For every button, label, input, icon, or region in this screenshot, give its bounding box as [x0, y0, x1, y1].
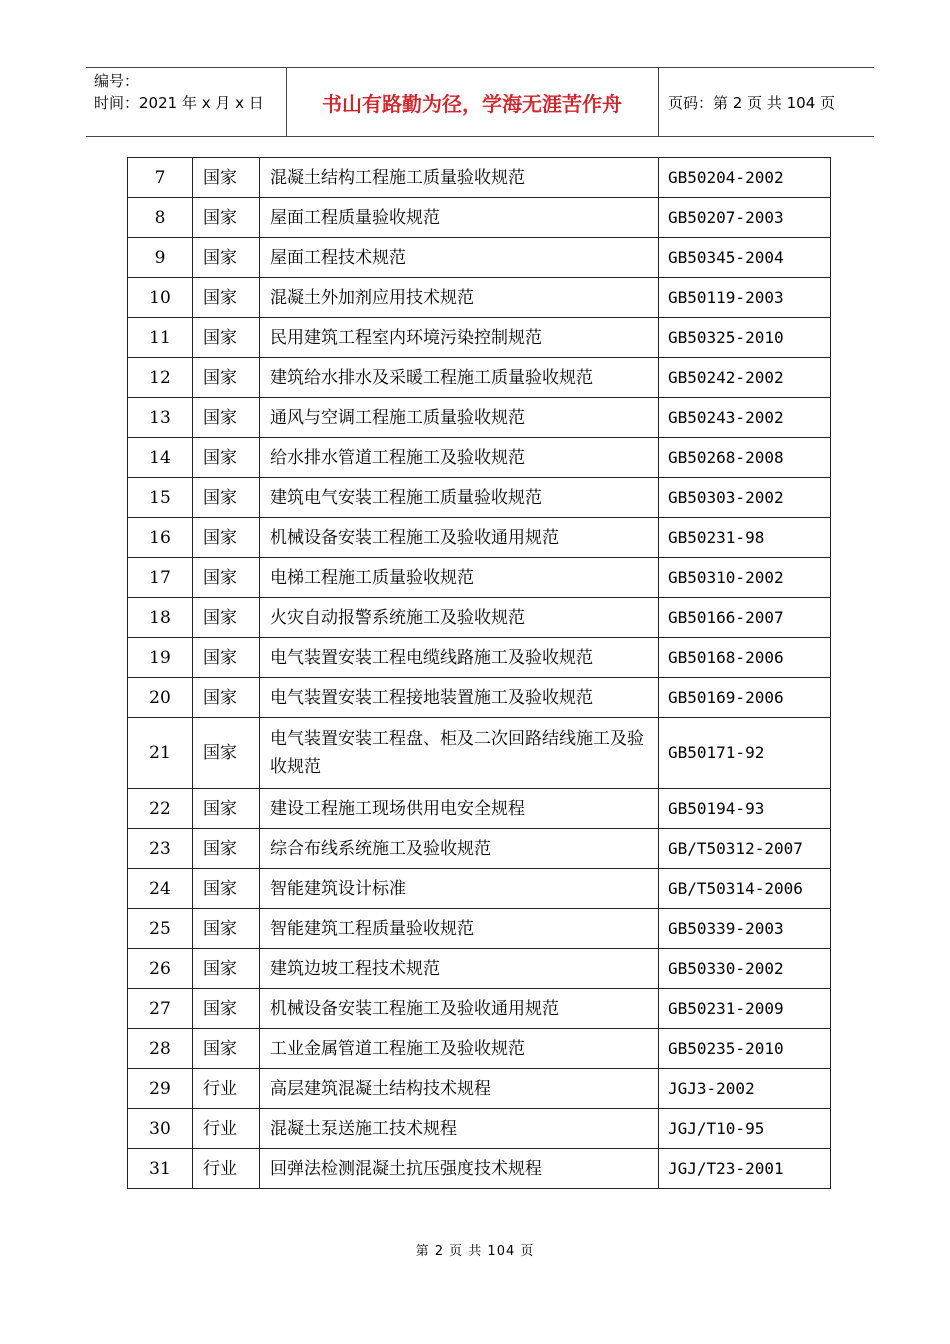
standard-name-cell: 高层建筑混凝土结构技术规程: [260, 1069, 659, 1109]
row-number-cell: 13: [128, 398, 193, 438]
standard-name-cell: 智能建筑工程质量验收规范: [260, 909, 659, 949]
standard-code-cell: JGJ/T23-2001: [659, 1149, 831, 1189]
standard-name-cell: 建设工程施工现场供用电安全规程: [260, 789, 659, 829]
standard-level-cell: 国家: [193, 909, 260, 949]
standard-level-cell: 国家: [193, 318, 260, 358]
row-number-cell: 27: [128, 989, 193, 1029]
standard-code-cell: GB50325-2010: [659, 318, 831, 358]
doc-code-label: 编号：: [94, 72, 140, 90]
standard-level-cell: 国家: [193, 869, 260, 909]
standard-level-cell: 国家: [193, 198, 260, 238]
standard-code-cell: GB50231-98: [659, 518, 831, 558]
table-row: [128, 949, 831, 989]
standard-level-cell: 国家: [193, 989, 260, 1029]
table-row: [128, 1029, 831, 1069]
table-row: [128, 909, 831, 949]
table-row: [128, 478, 831, 518]
standard-code-cell: GB/T50314-2006: [659, 869, 831, 909]
table-row: [128, 598, 831, 638]
standard-name-cell: 火灾自动报警系统施工及验收规范: [260, 598, 659, 638]
standard-level-cell: 国家: [193, 1029, 260, 1069]
row-number-cell: 9: [128, 238, 193, 278]
standard-name-cell: 屋面工程技术规范: [260, 238, 659, 278]
standard-name-cell: 通风与空调工程施工质量验收规范: [260, 398, 659, 438]
standard-level-cell: 国家: [193, 829, 260, 869]
row-number-cell: 21: [128, 718, 193, 789]
table-row: [128, 989, 831, 1029]
standard-name-cell: 回弹法检测混凝土抗压强度技术规程: [260, 1149, 659, 1189]
standard-name-cell: 给水排水管道工程施工及验收规范: [260, 438, 659, 478]
standard-name-cell: 机械设备安装工程施工及验收通用规范: [260, 989, 659, 1029]
header-motto: 书山有路勤为径，学海无涯苦作舟: [322, 92, 622, 116]
standard-name-cell: 民用建筑工程室内环境污染控制规范: [260, 318, 659, 358]
standard-level-cell: 国家: [193, 238, 260, 278]
page-header: [86, 67, 874, 137]
table-row: [128, 869, 831, 909]
page-footer: 第 2 页 共 104 页: [415, 1244, 535, 1259]
standard-name-cell: 建筑给水排水及采暖工程施工质量验收规范: [260, 358, 659, 398]
standard-code-cell: GB50194-93: [659, 789, 831, 829]
standard-code-cell: GB50171-92: [659, 718, 831, 789]
standard-level-cell: 国家: [193, 278, 260, 318]
standard-level-cell: 国家: [193, 518, 260, 558]
standard-code-cell: GB50231-2009: [659, 989, 831, 1029]
row-number-cell: 19: [128, 638, 193, 678]
standard-name-cell: 电气装置安装工程电缆线路施工及验收规范: [260, 638, 659, 678]
standard-name-cell: 混凝土泵送施工技术规程: [260, 1109, 659, 1149]
standard-level-cell: 行业: [193, 1069, 260, 1109]
standard-name-cell: 屋面工程质量验收规范: [260, 198, 659, 238]
row-number-cell: 14: [128, 438, 193, 478]
standard-code-cell: GB/T50312-2007: [659, 829, 831, 869]
header-divider: [658, 68, 659, 136]
row-number-cell: 24: [128, 869, 193, 909]
table-row: [128, 358, 831, 398]
row-number-cell: 10: [128, 278, 193, 318]
standard-name-cell: 混凝土结构工程施工质量验收规范: [260, 158, 659, 198]
table-row: [128, 318, 831, 358]
row-number-cell: 28: [128, 1029, 193, 1069]
table-row: [128, 638, 831, 678]
row-number-cell: 12: [128, 358, 193, 398]
row-number-cell: 18: [128, 598, 193, 638]
table-row: [128, 789, 831, 829]
standard-code-cell: GB50119-2003: [659, 278, 831, 318]
table-row: [128, 198, 831, 238]
row-number-cell: 23: [128, 829, 193, 869]
standards-table: [127, 157, 831, 1189]
row-number-cell: 29: [128, 1069, 193, 1109]
row-number-cell: 15: [128, 478, 193, 518]
row-number-cell: 25: [128, 909, 193, 949]
row-number-cell: 17: [128, 558, 193, 598]
standard-name-cell: 建筑电气安装工程施工质量验收规范: [260, 478, 659, 518]
standard-code-cell: GB50268-2008: [659, 438, 831, 478]
row-number-cell: 16: [128, 518, 193, 558]
standard-level-cell: 国家: [193, 598, 260, 638]
table-row: [128, 558, 831, 598]
standard-level-cell: 国家: [193, 718, 260, 789]
row-number-cell: 11: [128, 318, 193, 358]
standard-code-cell: GB50242-2002: [659, 358, 831, 398]
standard-code-cell: GB50243-2002: [659, 398, 831, 438]
row-number-cell: 26: [128, 949, 193, 989]
standard-code-cell: GB50345-2004: [659, 238, 831, 278]
table-row: [128, 1109, 831, 1149]
standard-level-cell: 国家: [193, 789, 260, 829]
standard-code-cell: GB50339-2003: [659, 909, 831, 949]
table-row: [128, 158, 831, 198]
standard-code-cell: GB50168-2006: [659, 638, 831, 678]
standard-name-cell: 电梯工程施工质量验收规范: [260, 558, 659, 598]
standard-level-cell: 国家: [193, 558, 260, 598]
row-number-cell: 22: [128, 789, 193, 829]
standard-code-cell: JGJ3-2002: [659, 1069, 831, 1109]
standard-level-cell: 国家: [193, 438, 260, 478]
standard-code-cell: GB50207-2003: [659, 198, 831, 238]
standard-level-cell: 国家: [193, 358, 260, 398]
row-number-cell: 8: [128, 198, 193, 238]
table-row: [128, 829, 831, 869]
standard-level-cell: 行业: [193, 1109, 260, 1149]
table-row: [128, 678, 831, 718]
standard-code-cell: GB50303-2002: [659, 478, 831, 518]
table-row: [128, 238, 831, 278]
standard-name-cell: 机械设备安装工程施工及验收通用规范: [260, 518, 659, 558]
standard-level-cell: 国家: [193, 478, 260, 518]
table-row: [128, 398, 831, 438]
standard-code-cell: GB50169-2006: [659, 678, 831, 718]
standard-code-cell: GB50310-2002: [659, 558, 831, 598]
standard-name-cell: 建筑边坡工程技术规范: [260, 949, 659, 989]
table-row: [128, 278, 831, 318]
row-number-cell: 31: [128, 1149, 193, 1189]
standard-code-cell: GB50330-2002: [659, 949, 831, 989]
standard-code-cell: GB50204-2002: [659, 158, 831, 198]
table-row: [128, 1149, 831, 1189]
table-row: [128, 1069, 831, 1109]
standard-level-cell: 国家: [193, 949, 260, 989]
table-row: [128, 718, 831, 789]
standard-name-cell: 混凝土外加剂应用技术规范: [260, 278, 659, 318]
standard-name-cell: 电气装置安装工程接地装置施工及验收规范: [260, 678, 659, 718]
standard-level-cell: 国家: [193, 638, 260, 678]
standard-level-cell: 国家: [193, 398, 260, 438]
standard-name-cell: 工业金属管道工程施工及验收规范: [260, 1029, 659, 1069]
row-number-cell: 20: [128, 678, 193, 718]
standard-code-cell: JGJ/T10-95: [659, 1109, 831, 1149]
table-row: [128, 438, 831, 478]
doc-time-label: 时间：2021 年 x 月 x 日: [94, 94, 264, 112]
row-number-cell: 7: [128, 158, 193, 198]
header-page-number: 页码：第 2 页 共 104 页: [668, 94, 836, 112]
standard-name-cell: 综合布线系统施工及验收规范: [260, 829, 659, 869]
standard-level-cell: 行业: [193, 1149, 260, 1189]
standard-code-cell: GB50235-2010: [659, 1029, 831, 1069]
standard-level-cell: 国家: [193, 678, 260, 718]
header-meta: [94, 70, 264, 114]
standard-name-cell: 智能建筑设计标准: [260, 869, 659, 909]
table-row: [128, 518, 831, 558]
row-number-cell: 30: [128, 1109, 193, 1149]
standard-name-cell: 电气装置安装工程盘、柜及二次回路结线施工及验收规范: [260, 718, 659, 789]
standard-level-cell: 国家: [193, 158, 260, 198]
standard-code-cell: GB50166-2007: [659, 598, 831, 638]
